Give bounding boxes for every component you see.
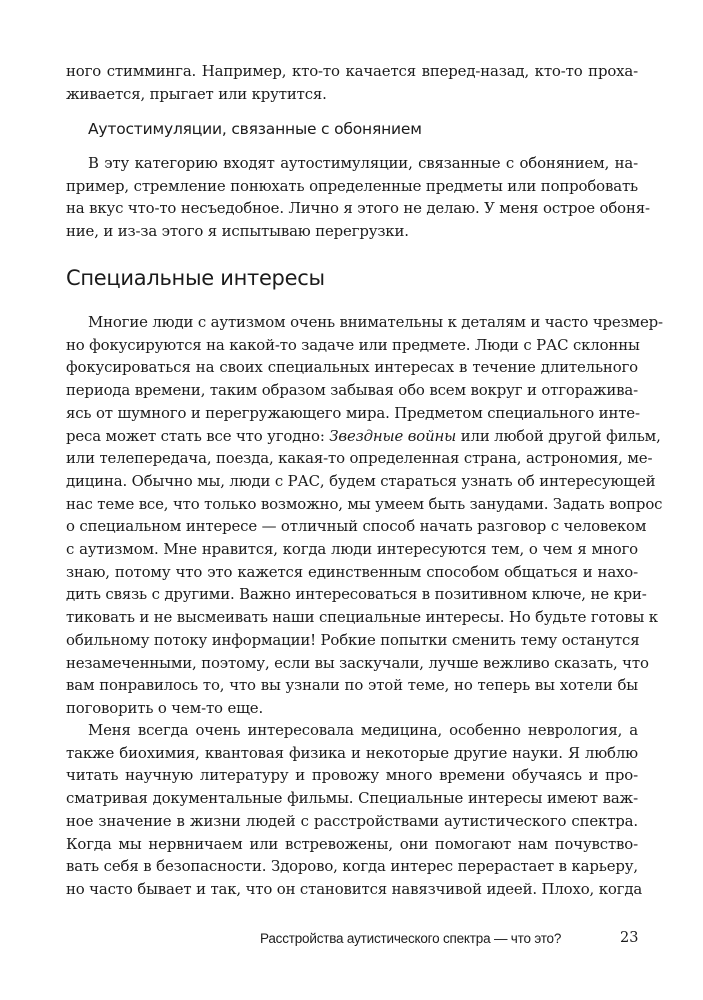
paragraph-line: незамеченными, поэтому, если вы заскучали, лучше вежливо сказать, что bbox=[66, 653, 649, 672]
paragraph-line: вам понравилось то, что вы узнали по этой теме, но теперь вы хотели бы bbox=[66, 676, 638, 695]
paragraph-line: ясь от шумного и перегружающего мира. Предметом специального инте- bbox=[66, 403, 640, 422]
subsection-title: Аутостимуляции, связанные с обонянием bbox=[88, 120, 422, 138]
section-title: Специальные интересы bbox=[66, 266, 325, 290]
running-footer-title: Расстройства аутистического спектра — что это? bbox=[260, 931, 562, 946]
paragraph-line: сматривая документальные фильмы. Специальные интересы имеют важ- bbox=[66, 789, 638, 808]
paragraph-line: но часто бывает и так, что он становится навязчивой идеей. Плохо, когда bbox=[66, 879, 643, 898]
paragraph-line: В эту категорию входят аутостимуляции, связанные с обонянием, на- bbox=[88, 154, 638, 172]
paragraph-line: нас теме все, что только возможно, мы умеем быть занудами. Задать вопрос bbox=[66, 494, 663, 513]
paragraph-line: Меня всегда очень интересовала медицина, особенно неврология, а bbox=[88, 721, 638, 739]
paragraph-line: пример, стремление понюхать определенные предметы или попробовать bbox=[66, 176, 638, 195]
paragraph-line: обильному потоку информации! Робкие попытки сменить тему останутся bbox=[66, 630, 640, 649]
paragraph-line: ного стимминга. Например, кто-то качается вперед-назад, кто-то проха- bbox=[66, 62, 638, 80]
section-paragraph-2 bbox=[66, 719, 643, 901]
page-number: 23 bbox=[620, 930, 639, 946]
paragraph-line: ное значение в жизни людей с расстройствами аутистического спектра. bbox=[66, 811, 638, 830]
text-run: или любой другой фильм, bbox=[456, 426, 661, 445]
paragraph-line: но фокусируются на какой-то задаче или предмете. Люди с РАС склонны bbox=[66, 335, 640, 354]
paragraph-line: также биохимия, квантовая физика и некоторые другие науки. Я люблю bbox=[66, 743, 638, 762]
paragraph-line-with-italic bbox=[66, 425, 661, 448]
paragraph-line: о специальном интересе — отличный способ начать разговор с человеком bbox=[66, 517, 647, 536]
subsection-paragraph bbox=[66, 152, 650, 243]
paragraph-line: с аутизмом. Мне нравится, когда люди интересуются тем, о чем я много bbox=[66, 540, 638, 559]
paragraph-line: вать себя в безопасности. Здорово, когда интерес перерастает в карьеру, bbox=[66, 857, 638, 876]
paragraph-line: тиковать и не высмеивать наши специальные интересы. Но будьте готовы к bbox=[66, 608, 658, 627]
paragraph-line: или телепередача, поезда, какая-то определенная страна, астрономия, ме- bbox=[66, 449, 653, 468]
text-run: реса может стать все что угодно: bbox=[66, 426, 330, 445]
paragraph-line: периода времени, таким образом забывая обо всем вокруг и отгоражива- bbox=[66, 381, 638, 400]
intro-paragraph bbox=[66, 60, 638, 105]
paragraph-line: ние, и из-за этого я испытываю перегрузки. bbox=[66, 222, 409, 241]
paragraph-line: Когда мы нервничаем или встревожены, они помогают нам почувство- bbox=[66, 834, 638, 853]
paragraph-line: фокусироваться на своих специальных интересах в течение длительного bbox=[66, 358, 638, 377]
paragraph-line: Многие люди с аутизмом очень внимательны к деталям и часто чрезмер- bbox=[88, 313, 663, 331]
paragraph-line: дить связь с другими. Важно интересоваться в позитивном ключе, не кри- bbox=[66, 585, 647, 604]
paragraph-line: знаю, потому что это кажется единственным способом общаться и нахо- bbox=[66, 562, 638, 581]
paragraph-line: поговорить о чем-то еще. bbox=[66, 698, 264, 717]
paragraph-line: на вкус что-то несъедобное. Лично я этого не делаю. У меня острое обоня- bbox=[66, 199, 650, 218]
paragraph-line: дицина. Обычно мы, люди с РАС, будем стараться узнать об интересующей bbox=[66, 471, 656, 490]
paragraph-line: живается, прыгает или крутится. bbox=[66, 84, 327, 103]
paragraph-line: читать научную литературу и провожу много времени обучаясь и про- bbox=[66, 766, 638, 785]
section-paragraph-1 bbox=[66, 311, 663, 720]
italic-title: Звездные войны bbox=[329, 426, 457, 445]
